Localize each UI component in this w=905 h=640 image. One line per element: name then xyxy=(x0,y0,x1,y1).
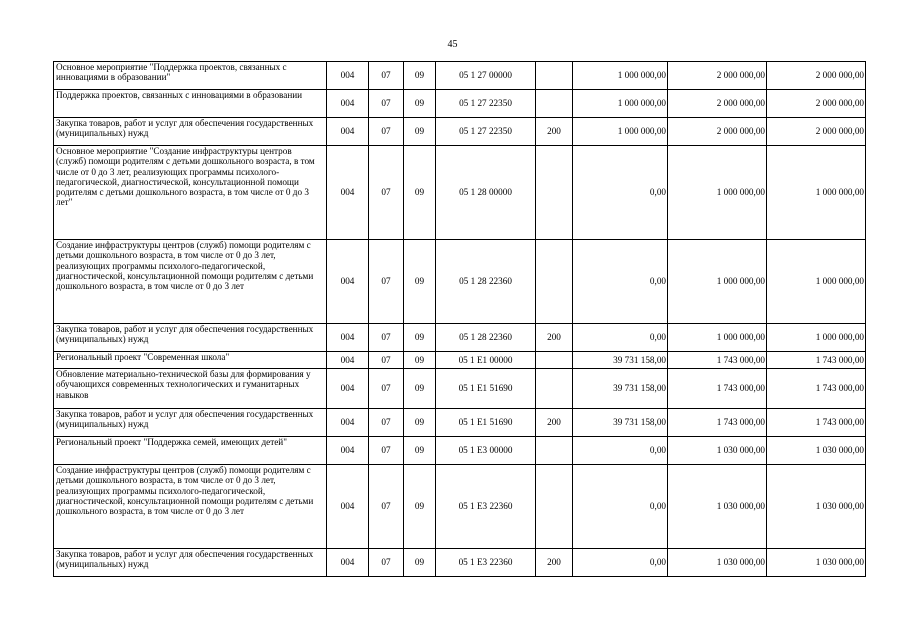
ministry-code: 004 xyxy=(327,240,369,324)
amount-year-3: 1 000 000,00 xyxy=(767,146,866,240)
ministry-code: 004 xyxy=(327,352,369,369)
ministry-code: 004 xyxy=(327,324,369,352)
amount-year-2: 1 030 000,00 xyxy=(668,465,767,549)
section-code: 07 xyxy=(369,369,404,409)
expense-type-code xyxy=(536,437,573,465)
amount-year-1: 1 000 000,00 xyxy=(573,118,668,146)
amount-year-2: 1 000 000,00 xyxy=(668,146,767,240)
target-article-code: 05 1 E1 51690 xyxy=(436,409,536,437)
target-article-code: 05 1 28 22360 xyxy=(436,240,536,324)
amount-year-3: 2 000 000,00 xyxy=(767,62,866,90)
row-name: Основное мероприятие "Поддержка проектов, связанных с инновациями в образовании" xyxy=(54,62,327,90)
row-name: Закупка товаров, работ и услуг для обеспечения государственных (муниципальных) нужд xyxy=(54,409,327,437)
amount-year-1: 1 000 000,00 xyxy=(573,62,668,90)
table-row xyxy=(54,409,866,437)
amount-year-1: 39 731 158,00 xyxy=(573,352,668,369)
amount-year-2: 1 030 000,00 xyxy=(668,437,767,465)
row-name: Региональный проект "Современная школа" xyxy=(54,352,327,369)
table-row xyxy=(54,369,866,409)
section-code: 07 xyxy=(369,240,404,324)
section-code: 07 xyxy=(369,352,404,369)
target-article-code: 05 1 E3 00000 xyxy=(436,437,536,465)
table-row xyxy=(54,437,866,465)
ministry-code: 004 xyxy=(327,409,369,437)
target-article-code: 05 1 27 22350 xyxy=(436,90,536,118)
amount-year-2: 2 000 000,00 xyxy=(668,90,767,118)
target-article-code: 05 1 28 22360 xyxy=(436,324,536,352)
expense-type-code xyxy=(536,146,573,240)
amount-year-2: 1 030 000,00 xyxy=(668,549,767,577)
amount-year-3: 1 000 000,00 xyxy=(767,240,866,324)
section-code: 07 xyxy=(369,118,404,146)
amount-year-3: 1 030 000,00 xyxy=(767,549,866,577)
amount-year-2: 1 743 000,00 xyxy=(668,409,767,437)
table-row xyxy=(54,549,866,577)
table-row xyxy=(54,324,866,352)
expense-type-code xyxy=(536,240,573,324)
amount-year-1: 0,00 xyxy=(573,465,668,549)
amount-year-1: 39 731 158,00 xyxy=(573,409,668,437)
expense-type-code xyxy=(536,369,573,409)
row-name: Закупка товаров, работ и услуг для обеспечения государственных (муниципальных) нужд xyxy=(54,549,327,577)
amount-year-3: 2 000 000,00 xyxy=(767,90,866,118)
target-article-code: 05 1 E1 51690 xyxy=(436,369,536,409)
amount-year-2: 1 000 000,00 xyxy=(668,324,767,352)
amount-year-1: 1 000 000,00 xyxy=(573,90,668,118)
row-name: Обновление материально-технической базы для формирования у обучающихся современных технологических и гуманитарных навыков xyxy=(54,369,327,409)
amount-year-1: 39 731 158,00 xyxy=(573,369,668,409)
amount-year-2: 2 000 000,00 xyxy=(668,118,767,146)
expense-type-code xyxy=(536,90,573,118)
subsection-code: 09 xyxy=(404,240,436,324)
target-article-code: 05 1 E3 22360 xyxy=(436,549,536,577)
table-body xyxy=(54,62,866,577)
amount-year-1: 0,00 xyxy=(573,240,668,324)
subsection-code: 09 xyxy=(404,409,436,437)
target-article-code: 05 1 27 22350 xyxy=(436,118,536,146)
amount-year-2: 1 743 000,00 xyxy=(668,369,767,409)
amount-year-2: 2 000 000,00 xyxy=(668,62,767,90)
amount-year-3: 2 000 000,00 xyxy=(767,118,866,146)
section-code: 07 xyxy=(369,90,404,118)
ministry-code: 004 xyxy=(327,369,369,409)
expense-type-code: 200 xyxy=(536,324,573,352)
target-article-code: 05 1 E3 22360 xyxy=(436,465,536,549)
expense-type-code: 200 xyxy=(536,118,573,146)
amount-year-1: 0,00 xyxy=(573,549,668,577)
subsection-code: 09 xyxy=(404,90,436,118)
ministry-code: 004 xyxy=(327,118,369,146)
expense-type-code: 200 xyxy=(536,409,573,437)
section-code: 07 xyxy=(369,437,404,465)
subsection-code: 09 xyxy=(404,324,436,352)
section-code: 07 xyxy=(369,324,404,352)
subsection-code: 09 xyxy=(404,437,436,465)
subsection-code: 09 xyxy=(404,549,436,577)
amount-year-2: 1 743 000,00 xyxy=(668,352,767,369)
table-row xyxy=(54,465,866,549)
expense-type-code xyxy=(536,352,573,369)
amount-year-2: 1 000 000,00 xyxy=(668,240,767,324)
expense-type-code xyxy=(536,465,573,549)
amount-year-3: 1 030 000,00 xyxy=(767,465,866,549)
ministry-code: 004 xyxy=(327,465,369,549)
page-number: 45 xyxy=(447,39,458,50)
subsection-code: 09 xyxy=(404,352,436,369)
amount-year-3: 1 743 000,00 xyxy=(767,352,866,369)
subsection-code: 09 xyxy=(404,369,436,409)
budget-table xyxy=(53,61,866,577)
ministry-code: 004 xyxy=(327,437,369,465)
amount-year-3: 1 743 000,00 xyxy=(767,409,866,437)
target-article-code: 05 1 28 00000 xyxy=(436,146,536,240)
ministry-code: 004 xyxy=(327,549,369,577)
amount-year-1: 0,00 xyxy=(573,146,668,240)
section-code: 07 xyxy=(369,409,404,437)
subsection-code: 09 xyxy=(404,465,436,549)
row-name: Региональный проект "Поддержка семей, имеющих детей" xyxy=(54,437,327,465)
ministry-code: 004 xyxy=(327,90,369,118)
row-name: Закупка товаров, работ и услуг для обеспечения государственных (муниципальных) нужд xyxy=(54,324,327,352)
amount-year-3: 1 030 000,00 xyxy=(767,437,866,465)
table-row xyxy=(54,240,866,324)
amount-year-1: 0,00 xyxy=(573,437,668,465)
row-name: Основное мероприятие "Создание инфраструктуры центров (служб) помощи родителям с детьми дошкольного возраста, в том числе от 0 до 3 лет, реализующих программы психолого-педагогической, диагностической, консультационной помощи родителям с детьми дошкольного возраста, в том числе от 0 до 3 лет" xyxy=(54,146,327,240)
row-name: Создание инфраструктуры центров (служб) помощи родителям с детьми дошкольного возраста, в том числе от 0 до 3 лет, реализующих программы психолого-педагогической, диагностической, консультационной помощи родителям с детьми дошкольного возраста, в том числе от 0 до 3 лет xyxy=(54,465,327,549)
table-row xyxy=(54,62,866,90)
ministry-code: 004 xyxy=(327,62,369,90)
target-article-code: 05 1 27 00000 xyxy=(436,62,536,90)
row-name: Создание инфраструктуры центров (служб) помощи родителям с детьми дошкольного возраста, в том числе от 0 до 3 лет, реализующих программы психолого-педагогической, диагностической, консультационной помощи родителям с детьми дошкольного возраста, в том числе от 0 до 3 лет xyxy=(54,240,327,324)
subsection-code: 09 xyxy=(404,62,436,90)
table-row xyxy=(54,90,866,118)
section-code: 07 xyxy=(369,549,404,577)
target-article-code: 05 1 E1 00000 xyxy=(436,352,536,369)
expense-type-code xyxy=(536,62,573,90)
row-name: Поддержка проектов, связанных с инновациями в образовании xyxy=(54,90,327,118)
ministry-code: 004 xyxy=(327,146,369,240)
amount-year-1: 0,00 xyxy=(573,324,668,352)
expense-type-code: 200 xyxy=(536,549,573,577)
section-code: 07 xyxy=(369,146,404,240)
table-row xyxy=(54,118,866,146)
section-code: 07 xyxy=(369,62,404,90)
row-name: Закупка товаров, работ и услуг для обеспечения государственных (муниципальных) нужд xyxy=(54,118,327,146)
table-row xyxy=(54,146,866,240)
subsection-code: 09 xyxy=(404,146,436,240)
amount-year-3: 1 743 000,00 xyxy=(767,369,866,409)
table-row xyxy=(54,352,866,369)
section-code: 07 xyxy=(369,465,404,549)
subsection-code: 09 xyxy=(404,118,436,146)
amount-year-3: 1 000 000,00 xyxy=(767,324,866,352)
